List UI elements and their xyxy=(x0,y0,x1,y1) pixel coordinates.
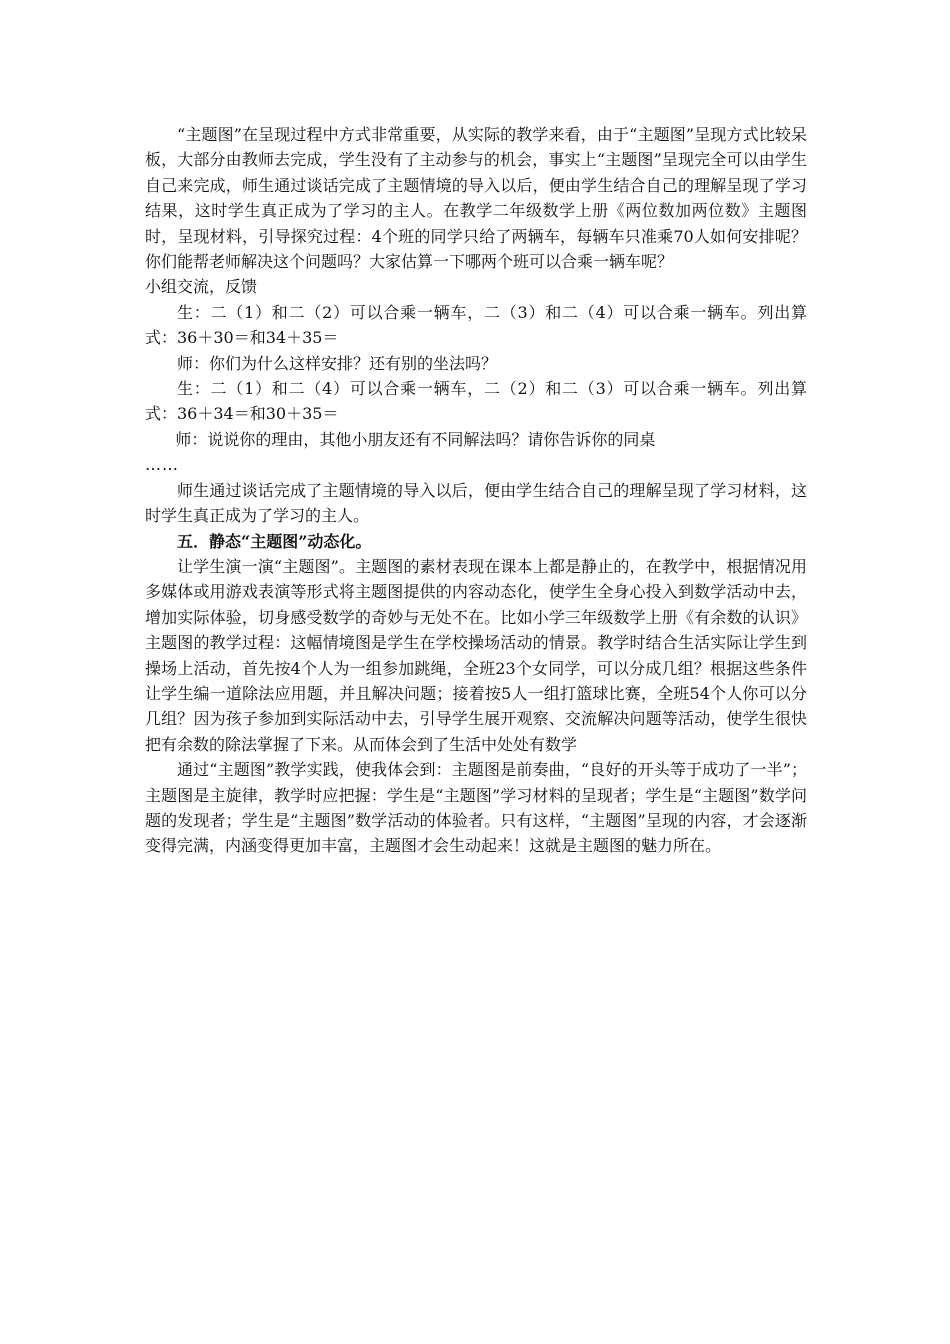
paragraph-teacher-question-1: 师：你们为什么这样安排？还有别的坐法吗？ xyxy=(177,353,498,373)
paragraph-group-discussion: 小组交流，反馈 xyxy=(145,277,258,297)
paragraph-ellipsis: …… xyxy=(145,455,179,475)
paragraph-conclusion: 通过“主题图”教学实践，使我体会到：主题图是前奏曲，“良好的开头等于成功了一半”；主题图是主旋律，教学时应把握：学生是“主题图”学习材料的呈现者；学生是“主题图”数学问题的发现者；学生是“主题图”数学活动的体验者。只有这样，“主题图”呈现的内容，才会逐渐变得完满，内涵变得更加丰富，主题图才会生动起来！这就是主题图的魅力所在。 xyxy=(145,760,807,856)
paragraph-summary: 师生通过谈话完成了主题情境的导入以后，便由学生结合自己的理解呈现了学习材料，这时学生真正成为了学习的主人。 xyxy=(145,480,807,526)
paragraph-student-answer-2: 生：二（1）和二（4）可以合乘一辆车，二（2）和二（3）可以合乘一辆车。列出算式：36＋34＝和30＋35＝ xyxy=(145,379,807,424)
paragraph-teacher-question-2: 师：说说你的理由，其他小朋友还有不同解法吗？请你告诉你的同桌 xyxy=(175,429,656,449)
paragraph-dynamic: 让学生演一演“主题图”。主题图的素材表现在课本上都是静止的，在教学中，根据情况用多媒体或用游戏表演等形式将主题图提供的内容动态化，使学生全身心投入到数学活动中去，增加实际体验，切身感受数学的奇妙与无处不在。比如小学三年级数学上册《有余数的认识》主题图的教学过程：这幅情境图是学生在学校操场活动的情景。教学时结合生活实际让学生到操场上活动，首先按4个人为一组参加跳绳，全班23个女同学，可以分成几组？根据这些条件让学生编一道除法应用题，并且解决问题；接着按5人一组打篮球比赛，全班54个人你可以分几组？因为孩子参加到实际活动中去，引导学生展开观察、交流解决问题等活动，使学生很快把有余数的除法掌握了下来。从而体会到了生活中处处有数学 xyxy=(145,556,807,754)
paragraph-student-answer-1: 生：二（1）和二（2）可以合乘一辆车，二（3）和二（4）可以合乘一辆车。列出算式：36＋30＝和34＋35＝ xyxy=(145,302,807,348)
document-body xyxy=(145,122,807,859)
paragraph-intro: “主题图”在呈现过程中方式非常重要，从实际的教学来看，由于“主题图”呈现方式比较呆板，大部分由教师去完成，学生没有了主动参与的机会，事实上“主题图”呈现完全可以由学生自己来完成，师生通过谈话完成了主题情境的导入以后，便由学生结合自己的理解呈现了学习结果，这时学生真正成为了学习的主人。在教学二年级数学上册《两位数加两位数》主题图时，呈现材料，引导探究过程：4个班的同学只给了两辆车，每辆车只准乘70人如何安排呢？你们能帮老师解决这个问题吗？大家估算一下哪两个班可以合乘一辆车呢？ xyxy=(145,125,807,272)
section-heading: 五．静态“主题图”动态化。 xyxy=(177,531,372,551)
